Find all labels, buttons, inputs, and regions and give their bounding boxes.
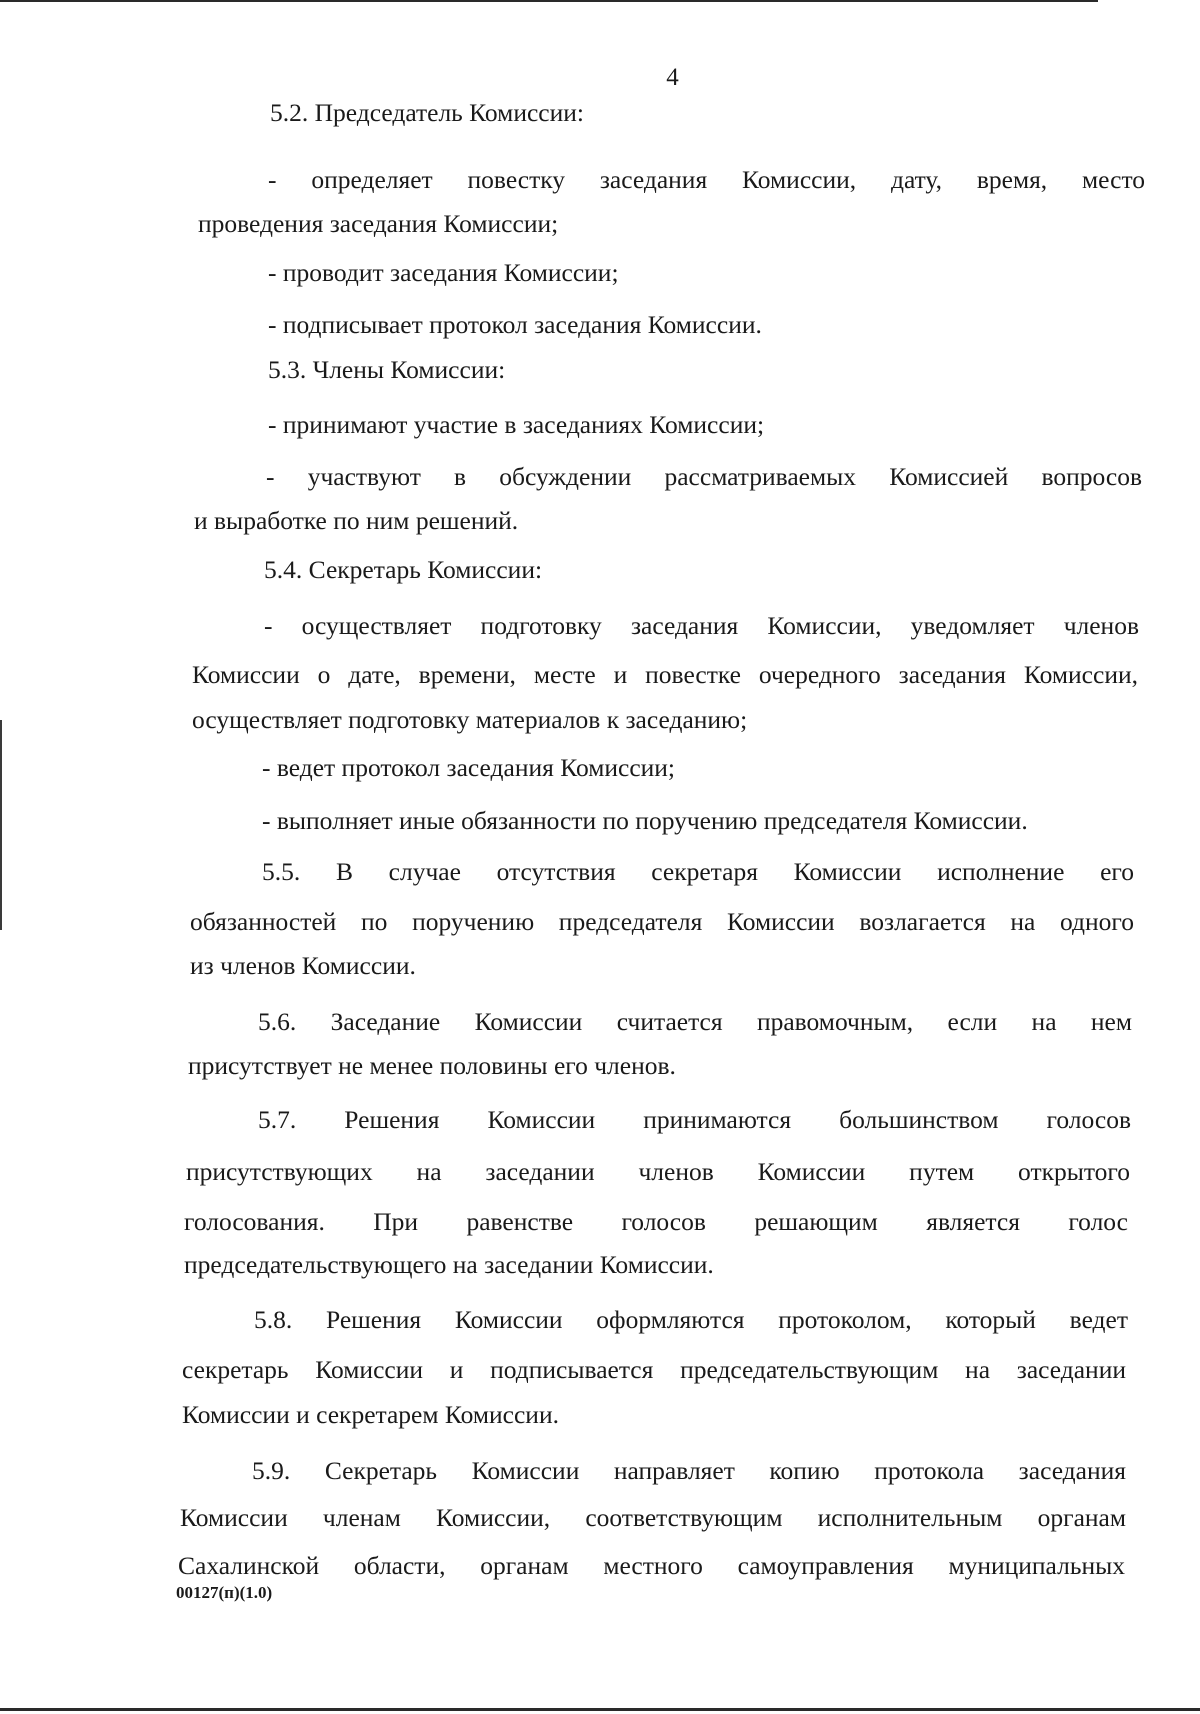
text-line: присутствующих на заседании членов Комиссии путем открытого — [186, 1157, 1130, 1186]
text-line: секретарь Комиссии и подписывается председательствующим на заседании — [182, 1355, 1126, 1384]
text-line: - определяет повестку заседания Комиссии, дату, время, место — [268, 165, 1145, 194]
text-line: - ведет протокол заседания Комиссии; — [262, 753, 676, 782]
text-line: присутствует не менее половины его членов. — [188, 1051, 676, 1080]
text-line: и выработке по ним решений. — [194, 506, 519, 535]
text-line: 5.8. Решения Комиссии оформляются протоколом, который ведет — [254, 1305, 1128, 1334]
text-line: 5.6. Заседание Комиссии считается правомочным, если на нем — [258, 1007, 1132, 1036]
text-line: председательствующего на заседании Комиссии. — [184, 1250, 714, 1279]
text-line: - выполняет иные обязанности по поручению председателя Комиссии. — [262, 806, 1028, 835]
text-line: - подписывает протокол заседания Комиссии. — [268, 310, 762, 339]
text-line: проведения заседания Комиссии; — [198, 209, 559, 238]
text-line: 5.9. Секретарь Комиссии направляет копию протокола заседания — [252, 1456, 1126, 1485]
text-line: 5.5. В случае отсутствия секретаря Комиссии исполнение его — [262, 857, 1134, 886]
text-line: - осуществляет подготовку заседания Комиссии, уведомляет членов — [264, 611, 1139, 640]
text-line: 5.4. Секретарь Комиссии: — [264, 555, 543, 584]
bottom-scan-border — [0, 1708, 1200, 1711]
text-line: Комиссии и секретарем Комиссии. — [182, 1400, 559, 1429]
left-scan-mark — [0, 720, 2, 930]
text-line: 5.2. Председатель Комиссии: — [270, 98, 584, 127]
text-line: осуществляет подготовку материалов к заседанию; — [192, 705, 748, 734]
text-line: Комиссии членам Комиссии, соответствующим исполнительным органам — [180, 1503, 1126, 1532]
text-line: - принимают участие в заседаниях Комиссии; — [268, 410, 765, 439]
text-line: Сахалинской области, органам местного самоуправления муниципальных — [178, 1551, 1125, 1580]
text-line: 5.3. Члены Комиссии: — [268, 355, 506, 384]
text-line: обязанностей по поручению председателя Комиссии возлагается на одного — [190, 907, 1134, 936]
top-scan-border — [0, 0, 1098, 2]
document-code: 00127(п)(1.0) — [176, 1583, 273, 1602]
text-line: Комиссии о дате, времени, месте и повестке очередного заседания Комиссии, — [192, 660, 1138, 689]
text-line: голосования. При равенстве голосов решающим является голос — [184, 1207, 1128, 1236]
text-line: - проводит заседания Комиссии; — [268, 258, 619, 287]
text-line: из членов Комиссии. — [190, 951, 416, 980]
text-line: 5.7. Решения Комиссии принимаются большинством голосов — [258, 1105, 1131, 1134]
text-line: - участвуют в обсуждении рассматриваемых Комиссией вопросов — [266, 462, 1142, 491]
page-number: 4 — [666, 64, 679, 91]
